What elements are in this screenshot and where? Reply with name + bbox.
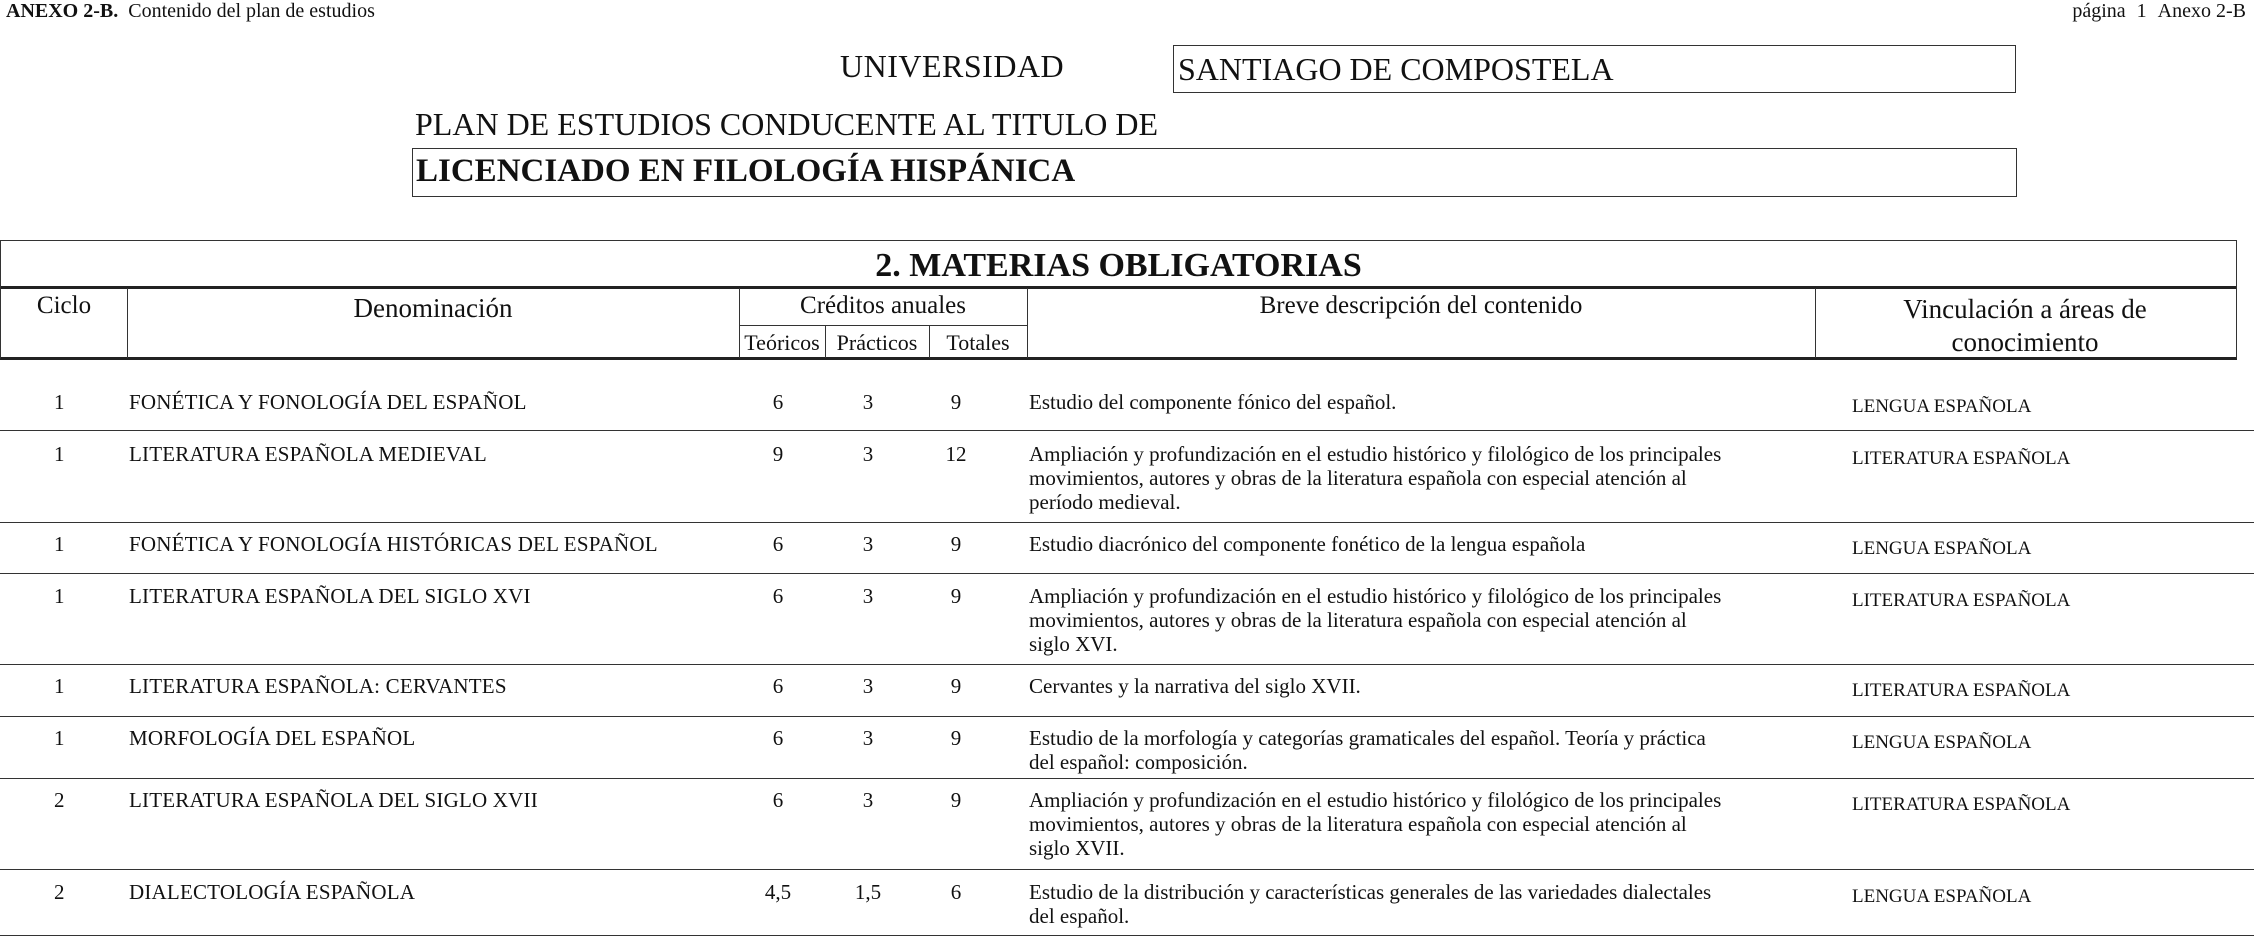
row-denominacion: LITERATURA ESPAÑOLA DEL SIGLO XVI	[129, 584, 531, 608]
row-separator	[0, 935, 2254, 936]
row-ciclo: 1	[54, 442, 65, 466]
row-denominacion: DIALECTOLOGÍA ESPAÑOLA	[129, 880, 416, 904]
row-denominacion: FONÉTICA Y FONOLOGÍA HISTÓRICAS DEL ESPAÑOL	[129, 532, 658, 556]
row-ciclo: 2	[54, 788, 65, 812]
row-separator	[0, 522, 2254, 523]
row-area: LITERATURA ESPAÑOLA	[1852, 680, 2071, 701]
row-descripcion-line: Estudio de la distribución y características generales de las variedades dialectales	[1029, 880, 1712, 904]
row-teoricos: 9	[772, 442, 784, 466]
row-totales: 9	[950, 726, 962, 750]
row-teoricos: 6	[772, 788, 784, 812]
row-descripcion	[1029, 584, 1814, 656]
row-descripcion	[1029, 674, 1814, 698]
row-denominacion: LITERATURA ESPAÑOLA MEDIEVAL	[129, 442, 487, 466]
row-denominacion: LITERATURA ESPAÑOLA DEL SIGLO XVII	[129, 788, 538, 812]
row-descripcion	[1029, 880, 1814, 928]
row-descripcion	[1029, 726, 1814, 774]
header-descripcion: Breve descripción del contenido	[1259, 292, 1583, 319]
row-totales: 9	[950, 532, 962, 556]
row-area: LENGUA ESPAÑOLA	[1852, 886, 2032, 907]
row-descripcion-line: movimientos, autores y obras de la literatura española con especial atención al	[1029, 812, 1687, 836]
row-area: LENGUA ESPAÑOLA	[1852, 538, 2032, 559]
row-totales: 12	[945, 442, 967, 466]
university-label: UNIVERSIDAD	[840, 48, 1065, 84]
header-vinculacion-line1: Vinculación a áreas de	[1903, 294, 2147, 324]
row-practicos: 1,5	[854, 880, 882, 904]
row-descripcion-line: Cervantes y la narrativa del siglo XVII.	[1029, 674, 1361, 698]
row-totales: 9	[950, 674, 962, 698]
row-ciclo: 1	[54, 674, 65, 698]
row-divider	[739, 325, 1027, 326]
row-denominacion: LITERATURA ESPAÑOLA: CERVANTES	[129, 674, 507, 698]
row-area: LENGUA ESPAÑOLA	[1852, 396, 2032, 417]
row-separator	[0, 664, 2254, 665]
header-totales: Totales	[946, 330, 1010, 355]
row-area: LITERATURA ESPAÑOLA	[1852, 448, 2071, 469]
row-descripcion-line: siglo XVI.	[1029, 632, 1118, 656]
row-area: LITERATURA ESPAÑOLA	[1852, 794, 2071, 815]
header-ciclo: Ciclo	[36, 292, 92, 319]
row-descripcion-line: Estudio diacrónico del componente fonético de la lengua española	[1029, 532, 1586, 556]
row-totales: 9	[950, 788, 962, 812]
row-separator	[0, 716, 2254, 717]
row-ciclo: 1	[54, 726, 65, 750]
row-descripcion-line: Estudio del componente fónico del español.	[1029, 390, 1397, 414]
row-descripcion-line: Ampliación y profundización en el estudio histórico y filológico de los principales	[1029, 788, 1722, 812]
header-creditos: Créditos anuales	[800, 292, 966, 319]
page-number: 1	[2136, 0, 2147, 22]
row-teoricos: 6	[772, 390, 784, 414]
row-teoricos: 6	[772, 674, 784, 698]
page-indicator	[2066, 0, 2246, 23]
row-practicos: 3	[862, 532, 874, 556]
row-totales: 9	[950, 584, 962, 608]
row-separator	[0, 430, 2254, 431]
header-teoricos: Teóricos	[744, 330, 820, 355]
row-practicos: 3	[862, 726, 874, 750]
subjects-table-header	[0, 240, 2237, 360]
row-practicos: 3	[862, 674, 874, 698]
row-ciclo: 2	[54, 880, 65, 904]
page-annex: Anexo 2-B	[2157, 0, 2246, 22]
row-descripcion-line: siglo XVII.	[1029, 836, 1125, 860]
row-descripcion-line: período medieval.	[1029, 490, 1181, 514]
page-label: página	[2072, 0, 2126, 22]
row-denominacion: FONÉTICA Y FONOLOGÍA DEL ESPAÑOL	[129, 390, 527, 414]
row-totales: 6	[950, 880, 962, 904]
row-teoricos: 6	[772, 584, 784, 608]
row-descripcion-line: movimientos, autores y obras de la literatura española con especial atención al	[1029, 466, 1687, 490]
university-name-box: SANTIAGO DE COMPOSTELA	[1173, 45, 2016, 93]
header-vinculacion-line2: conocimiento	[1951, 327, 2099, 357]
annex-code: ANEXO 2-B.	[6, 0, 119, 22]
header-vinculacion	[1815, 293, 2235, 359]
header-practicos: Prácticos	[836, 330, 918, 355]
row-separator	[0, 869, 2254, 870]
row-totales: 9	[950, 390, 962, 414]
row-practicos: 3	[862, 584, 874, 608]
row-denominacion: MORFOLOGÍA DEL ESPAÑOL	[129, 726, 416, 750]
annex-title: Contenido del plan de estudios	[128, 0, 375, 22]
row-separator	[0, 573, 2254, 574]
row-ciclo: 1	[54, 532, 65, 556]
row-descripcion-line: Ampliación y profundización en el estudio histórico y filológico de los principales	[1029, 584, 1722, 608]
section-title: 2. MATERIAS OBLIGATORIAS	[1, 241, 2236, 289]
row-practicos: 3	[862, 788, 874, 812]
row-ciclo: 1	[54, 584, 65, 608]
header-denominacion: Denominación	[353, 293, 513, 323]
row-area: LENGUA ESPAÑOLA	[1852, 732, 2032, 753]
row-teoricos: 4,5	[764, 880, 792, 904]
row-ciclo: 1	[54, 390, 65, 414]
row-descripcion-line: Ampliación y profundización en el estudio histórico y filológico de los principales	[1029, 442, 1722, 466]
row-descripcion-line: Estudio de la morfología y categorías gramaticales del español. Teoría y práctica	[1029, 726, 1706, 750]
plan-label: PLAN DE ESTUDIOS CONDUCENTE AL TITULO DE	[415, 106, 1159, 142]
row-teoricos: 6	[772, 726, 784, 750]
row-descripcion	[1029, 442, 1814, 514]
row-practicos: 3	[862, 442, 874, 466]
row-descripcion-line: movimientos, autores y obras de la literatura española con especial atención al	[1029, 608, 1687, 632]
row-descripcion-line: del español: composición.	[1029, 750, 1248, 774]
row-separator	[0, 778, 2254, 779]
row-descripcion	[1029, 532, 1814, 556]
row-teoricos: 6	[772, 532, 784, 556]
row-descripcion	[1029, 788, 1814, 860]
row-descripcion	[1029, 390, 1814, 414]
row-practicos: 3	[862, 390, 874, 414]
row-area: LITERATURA ESPAÑOLA	[1852, 590, 2071, 611]
annex-header	[6, 0, 375, 23]
row-descripcion-line: del español.	[1029, 904, 1130, 928]
degree-title-box: LICENCIADO EN FILOLOGÍA HISPÁNICA	[412, 148, 2017, 197]
